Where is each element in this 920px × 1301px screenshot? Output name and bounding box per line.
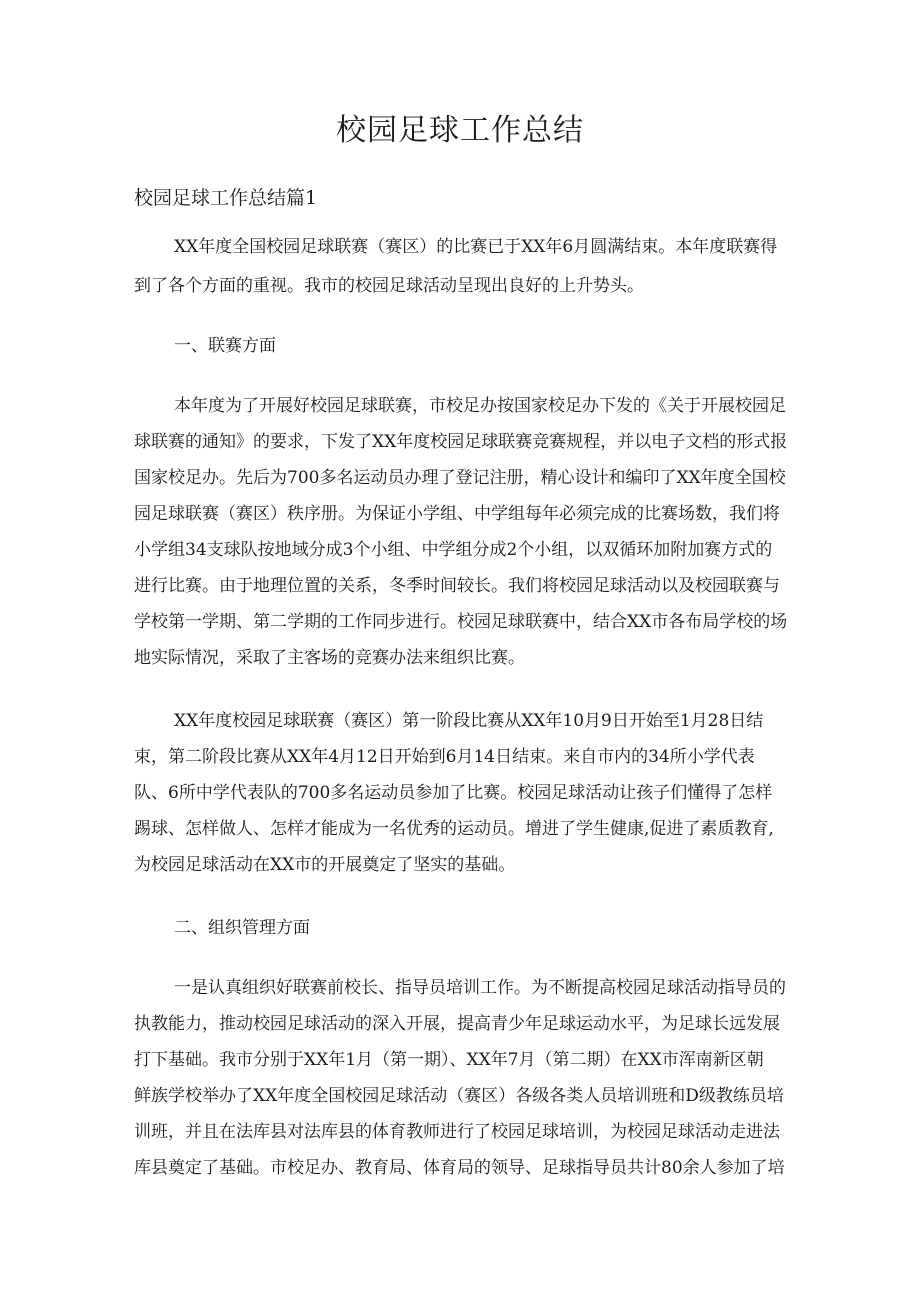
paragraph-3-line-1: XX年度校园足球联赛（赛区）第一阶段比赛从XX年10月9日开始至1月28日结 xyxy=(174,711,764,731)
paragraph-2-line-8: 地实际情况，采取了主客场的竞赛办法来组织比赛。 xyxy=(134,648,525,668)
paragraph-1-line-1: XX年度全国校园足球联赛（赛区）的比赛已于XX年6月圆满结束。本年度联赛得 xyxy=(174,237,778,257)
paragraph-2-line-1: 本年度为了开展好校园足球联赛，市校足办按国家校足办下发的《关于开展校园足 xyxy=(174,396,786,416)
paragraph-3-line-3: 队、6所中学代表队的700多名运动员参加了比赛。校园足球活动让孩子们懂得了怎样 xyxy=(134,783,773,803)
section-heading-2: 二、组织管理方面 xyxy=(174,918,310,938)
paragraph-4-line-4: 鲜族学校举办了XX年度全国校园足球活动（赛区）各级各类人员培训班和D级教练员培 xyxy=(134,1086,784,1106)
section-heading-1: 一、联赛方面 xyxy=(174,336,276,356)
paragraph-4-line-2: 执教能力，推动校园足球活动的深入开展，提高青少年足球运动水平，为足球长远发展 xyxy=(134,1014,780,1034)
paragraph-2-line-3: 国家校足办。先后为700多名运动员办理了登记注册，精心设计和编印了XX年度全国校 xyxy=(134,468,786,488)
paragraph-2-line-7: 学校第一学期、第二学期的工作同步进行。校园足球联赛中，结合XX市各布局学校的场 xyxy=(134,612,788,632)
paragraph-4-line-5: 训班，并且在法库县对法库县的体育教师进行了校园足球培训，为校园足球活动走进法 xyxy=(134,1122,780,1142)
document-title: 校园足球工作总结 xyxy=(336,113,584,148)
paragraph-4-line-1: 一是认真组织好联赛前校长、指导员培训工作。为不断提高校园足球活动指导员的 xyxy=(174,978,786,998)
paragraph-2-line-6: 进行比赛。由于地理位置的关系，冬季时间较长。我们将校园足球活动以及校园联赛与 xyxy=(134,576,780,596)
paragraph-3-line-2: 束，第二阶段比赛从XX年4月12日开始到6月14日结束。来自市内的34所小学代表 xyxy=(134,747,755,767)
paragraph-2-line-2: 球联赛的通知》的要求，下发了XX年度校园足球联赛竞赛规程，并以电子文档的形式报 xyxy=(134,432,788,452)
paragraph-3-line-4: 踢球、怎样做人、怎样才能成为一名优秀的运动员。增进了学生健康,促进了素质教育, xyxy=(134,819,774,839)
paragraph-2-line-4: 园足球联赛（赛区）秩序册。为保证小学组、中学组每年必须完成的比赛场数，我们将 xyxy=(134,504,780,524)
paragraph-3-line-5: 为校园足球活动在XX市的开展奠定了坚实的基础。 xyxy=(134,855,516,875)
paragraph-1-line-2: 到了各个方面的重视。我市的校园足球活动呈现出良好的上升势头。 xyxy=(134,276,644,296)
paragraph-2-line-5: 小学组34支球队按地域分成3个小组、中学组分成2个小组，以双循环加附加赛方式的 xyxy=(134,540,773,560)
paragraph-4-line-6: 库县奠定了基础。市校足办、教育局、体育局的领导、足球指导员共计80余人参加了培 xyxy=(134,1158,785,1178)
paragraph-4-line-3: 打下基础。我市分别于XX年1月（第一期）、XX年7月（第二期）在XX市浑南新区朝 xyxy=(134,1050,764,1070)
document-subtitle: 校园足球工作总结篇1 xyxy=(134,187,318,209)
